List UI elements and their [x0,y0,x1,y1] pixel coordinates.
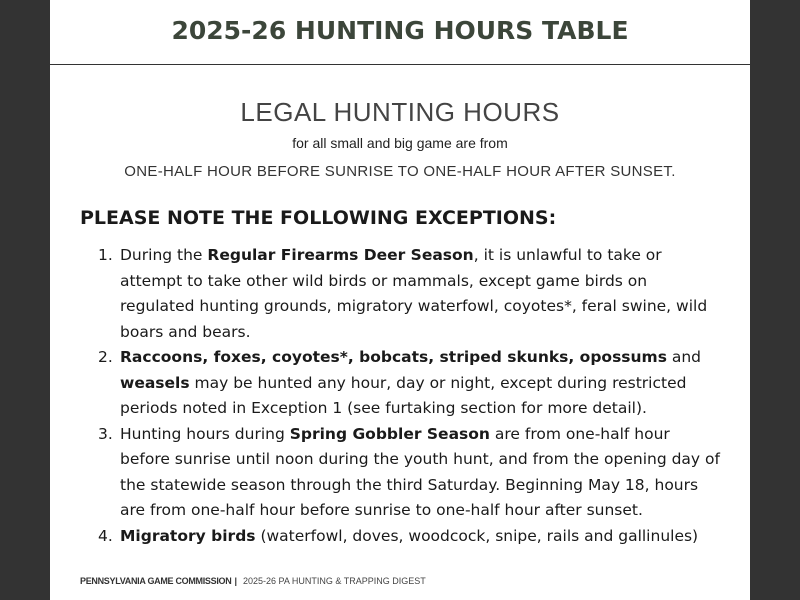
footer-publication: 2025-26 PA HUNTING & TRAPPING DIGEST [242,576,426,586]
exception-emphasis: Regular Firearms Deer Season [207,246,474,264]
exception-emphasis: Migratory birds [120,526,256,545]
exception-item [50,345,750,422]
exception-number: 4. [98,526,113,545]
legal-hours-rule: ONE-HALF HOUR BEFORE SUNRISE TO ONE-HALF HOUR AFTER SUNSET. [124,163,676,180]
exception-text: (waterfowl, doves, woodcock, snipe, rails and gallinules) [255,526,699,545]
legal-hours-subheading: for all small and big game are from [292,135,508,151]
exception-text: are from one-half hour before sunrise until noon during the youth hunt, and from the opening day of the statewide season through the third Saturday. Beginning May 18, hours are from one-half hour before sunrise to one-half hour after sunset. [120,424,720,519]
exceptions-heading: PLEASE NOTE THE FOLLOWING EXCEPTIONS: [80,207,557,229]
exception-text: , it is unlawful to take or attempt to take other wild birds or mammals, except game birds on regulated hunting grounds, migratory waterfowl, coyotes*, feral swine, wild boars and bears. [120,246,708,341]
exception-text: Hunting hours during [120,424,290,443]
exception-text: During the [120,246,208,264]
page-title: 2025-26 HUNTING HOURS TABLE [171,15,629,45]
exceptions-list [50,243,750,568]
document-page [50,0,750,600]
exception-item [50,243,750,345]
exception-item [50,422,750,524]
exception-number: 1. [98,246,113,264]
exception-item [50,524,750,550]
exception-emphasis: Raccoons, foxes, coyotes*, bobcats, striped skunks, opossums [120,348,667,366]
page-header [50,0,750,65]
footer-separator: | [234,576,237,586]
legal-hours-heading: LEGAL HUNTING HOURS [240,97,560,127]
exception-text: and [666,348,702,366]
exception-number: 2. [98,348,113,366]
exception-emphasis: Spring Gobbler Season [289,424,490,443]
exception-emphasis: weasels [120,373,190,392]
exception-number: 3. [98,424,113,443]
exception-text: may be hunted any hour, day or night, except during restricted periods noted in Exception 1 (see furtaking section for more detail). [120,373,687,417]
footer-organization: PENNSYLVANIA GAME COMMISSION [80,576,232,586]
page-footer [80,575,426,588]
